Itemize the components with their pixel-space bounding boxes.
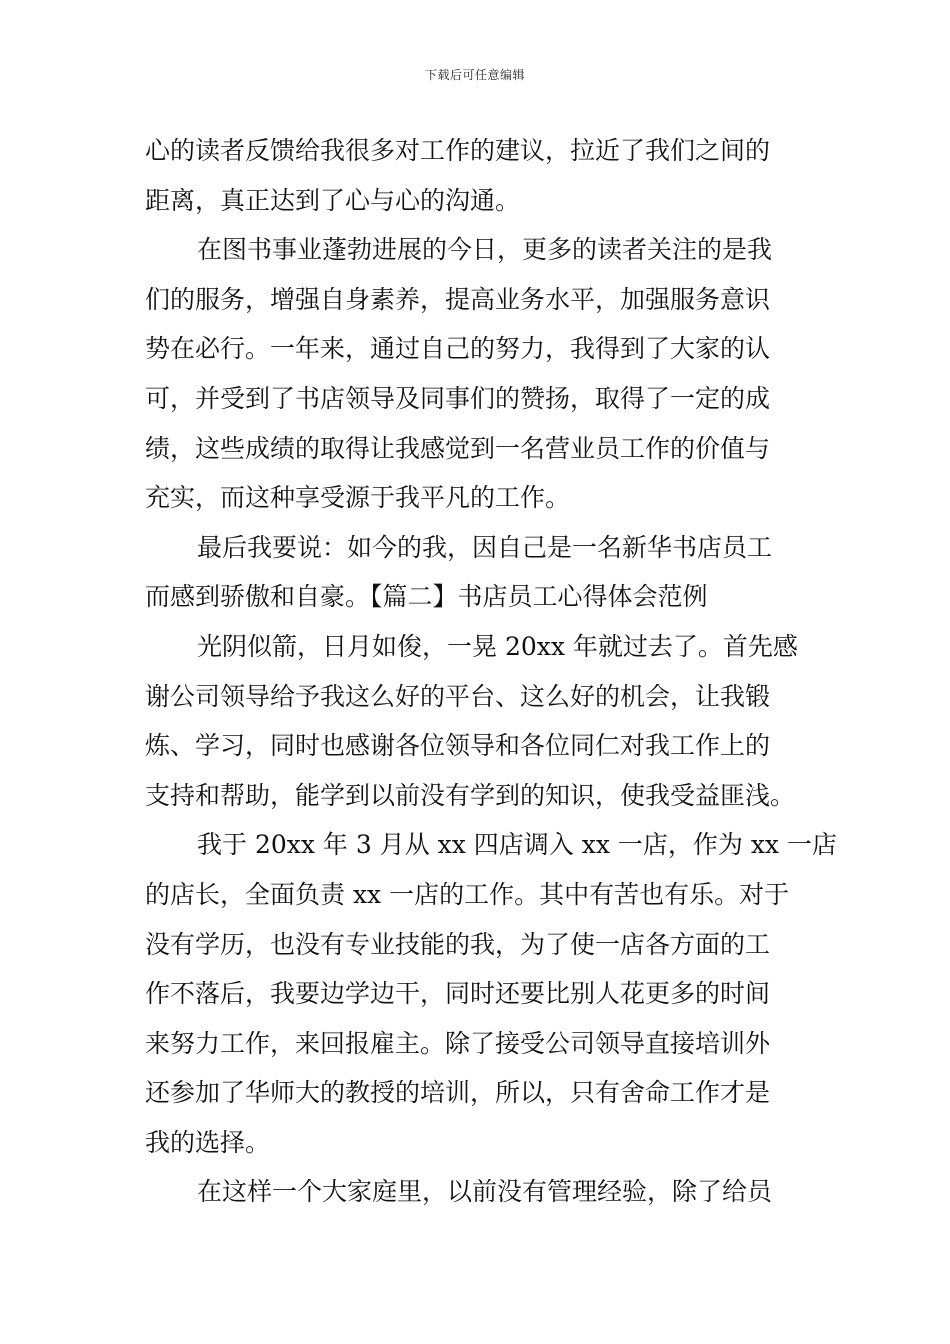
text-line-19: 来努力工作，来回报雇主。除了接受公司领导直接培训外: [145, 1028, 771, 1058]
text-line-22: 在这样一个大家庭里，以前没有管理经验，除了给员: [197, 1177, 773, 1207]
text-line-10: 而感到骄傲和自豪。【篇二】书店员工心得体会范例: [145, 582, 708, 612]
text-line-8: 充实，而这种享受源于我平凡的工作。: [145, 483, 571, 513]
text-line-18: 作不落后，我要边学边干，同时还要比别人花更多的时间: [145, 979, 771, 1009]
text-line-15: 我于 20xx 年 3 月从 xx 四店调入 xx 一店，作为 xx 一店: [197, 830, 837, 860]
text-line-12: 谢公司领导给予我这么好的平台、这么好的机会，让我锻: [145, 681, 771, 711]
text-line-14: 支持和帮助，能学到以前没有学到的知识，使我受益匪浅。: [145, 780, 796, 810]
text-line-4: 们的服务，增强自身素养，提高业务水平，加强服务意识: [145, 284, 771, 314]
page-header: 下载后可任意编辑: [424, 68, 525, 82]
text-line-9: 最后我要说：如今的我，因自己是一名新华书店员工: [197, 532, 773, 562]
text-line-3: 在图书事业蓬勃进展的今日，更多的读者关注的是我: [197, 235, 773, 265]
document-body: [145, 126, 837, 1217]
text-line-13: 炼、学习，同时也感谢各位领导和各位同仁对我工作上的: [145, 731, 771, 761]
text-line-16: 的店长，全面负责 xx 一店的工作。其中有苦也有乐。对于: [145, 879, 790, 909]
text-line-7: 绩，这些成绩的取得让我感觉到一名营业员工作的价值与: [145, 433, 771, 463]
text-line-2: 距离，真正达到了心与心的沟通。: [145, 185, 521, 215]
text-line-1: 心的读者反馈给我很多对工作的建议，拉近了我们之间的: [145, 136, 771, 165]
text-line-20: 还参加了华师大的教授的培训，所以，只有舍命工作才是: [145, 1078, 771, 1108]
text-line-5: 势在必行。一年来，通过自己的努力，我得到了大家的认: [145, 334, 771, 364]
text-line-6: 可，并受到了书店领导及同事们的赞扬，取得了一定的成: [145, 383, 771, 413]
text-line-17: 没有学历，也没有专业技能的我，为了使一店各方面的工: [145, 929, 771, 959]
text-line-11: 光阴似箭，日月如俊，一晃 20xx 年就过去了。首先感: [197, 631, 798, 661]
text-line-21: 我的选择。: [145, 1127, 271, 1157]
